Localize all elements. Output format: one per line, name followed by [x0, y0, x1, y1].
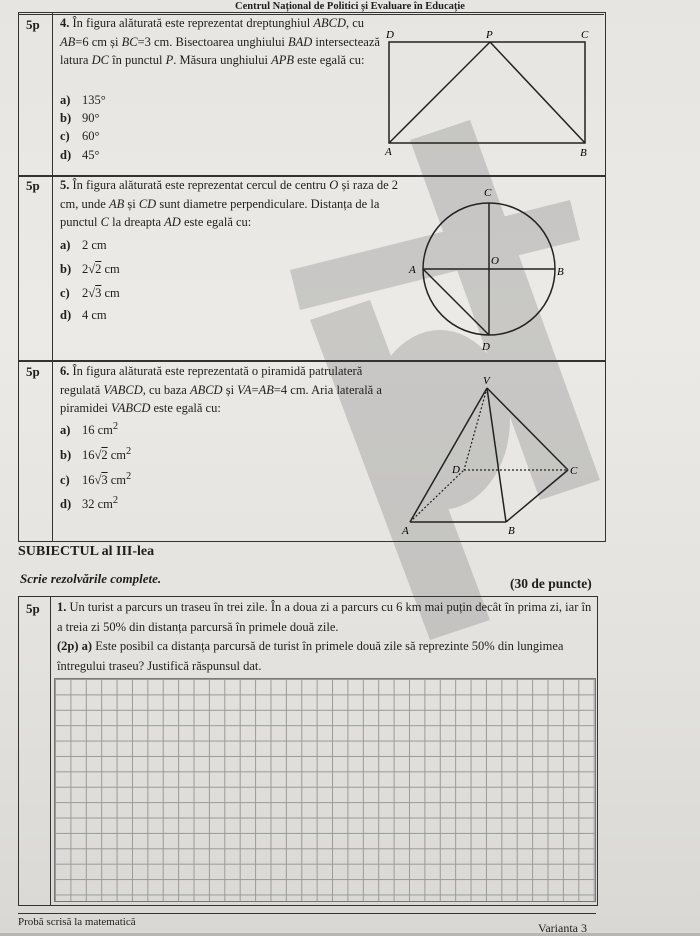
- label-P: P: [486, 29, 493, 41]
- points-column-divider: [52, 12, 53, 177]
- label-A: A: [409, 264, 416, 276]
- label-B: B: [580, 147, 587, 159]
- section-instruction: Scrie rezolvările complete.: [20, 571, 162, 586]
- question-4-option-d[interactable]: d) 45°: [60, 148, 100, 162]
- question-5-option-a[interactable]: a) 2 cm: [60, 238, 107, 252]
- question-4-option-c[interactable]: c) 60°: [60, 129, 100, 143]
- footer-right: Varianta 3: [538, 921, 587, 935]
- question-4-option-b[interactable]: b) 90°: [60, 111, 100, 125]
- label-O: O: [491, 255, 499, 267]
- footer-left: Probă scrisă la matematică: [18, 916, 136, 928]
- question-6-points: 5p: [26, 364, 40, 379]
- question-4-option-a[interactable]: a) 135°: [60, 93, 106, 107]
- footer-divider: [18, 913, 596, 914]
- answer-grid[interactable]: [54, 678, 596, 902]
- section-points-total: (30 de puncte): [510, 576, 592, 591]
- question-5-option-c[interactable]: c) 2√3 cm: [60, 286, 120, 300]
- question-6-option-d[interactable]: d) 32 $cm^2$: [60, 495, 119, 512]
- section-title: SUBIECTUL al III-lea: [18, 544, 155, 559]
- header-title: Centrul Național de Politici și Evaluare în Educație: [235, 1, 465, 12]
- question-6-option-c[interactable]: c) 16√3 $cm^2$: [60, 471, 132, 488]
- label-B: B: [557, 266, 564, 278]
- label-C: C: [570, 465, 578, 477]
- label-B: B: [508, 525, 515, 537]
- question-5-option-d[interactable]: d) 4 cm: [60, 308, 107, 322]
- points-column-divider: [52, 175, 53, 362]
- question-5-text: 5. În figura alăturată este reprezentat cercul de centru O și raza de 2 cm, unde AB și CD sunt diametre perpendiculare. Distanța de la punctul C la dreapta AD este egală cu:: [60, 178, 399, 229]
- question-4-text: 4. În figura alăturată este reprezentat dreptunghiul ABCD, cu AB=6 cm și BC=3 cm. Bisectoarea unghiului BAD intersectează latura DC în punctul P. Măsura unghiului APB este egală cu:: [60, 16, 380, 67]
- circle-figure: [400, 182, 580, 357]
- label-A: A: [402, 525, 409, 537]
- label-C: C: [484, 187, 492, 199]
- problem-1-points: 5p: [26, 601, 40, 616]
- label-C: C: [581, 29, 589, 41]
- problem-1-text: 1. Un turist a parcurs un traseu în trei zile. În a doua zi a parcurs cu 6 km mai puțin decât în prima zi, iar în a treia zi 50% din distanța parcursă în primele două zile. (2p) a) Este posibil ca distanța parcursă de turist în primele două zile să reprezinte 50% din lungimea întregului traseu? Justifică răspunsul dat.: [57, 600, 592, 673]
- question-6-option-a[interactable]: a) 16 $cm^2$: [60, 421, 119, 438]
- rectangle-figure: [380, 26, 600, 166]
- label-A: A: [385, 146, 392, 158]
- question-5-option-b[interactable]: b) 2√2 cm: [60, 262, 120, 276]
- label-V: V: [483, 375, 490, 387]
- points-column-divider: [52, 360, 53, 542]
- question-6-text: 6. În figura alăturată este reprezentată o piramidă patrulateră regulată VABCD, cu baza ABCD și VA=AB=4 cm. Aria laterală a piramidei VABCD este egală cu:: [60, 364, 382, 415]
- label-D: D: [386, 29, 394, 41]
- pyramid-figure: [398, 374, 583, 539]
- question-6-option-b[interactable]: b) 16√2 $cm^2$: [60, 446, 132, 463]
- question-4-points: 5p: [26, 17, 40, 32]
- label-D: D: [482, 341, 490, 353]
- label-D: D: [452, 464, 460, 476]
- points-column-divider: [50, 596, 51, 906]
- question-5-points: 5p: [26, 178, 40, 193]
